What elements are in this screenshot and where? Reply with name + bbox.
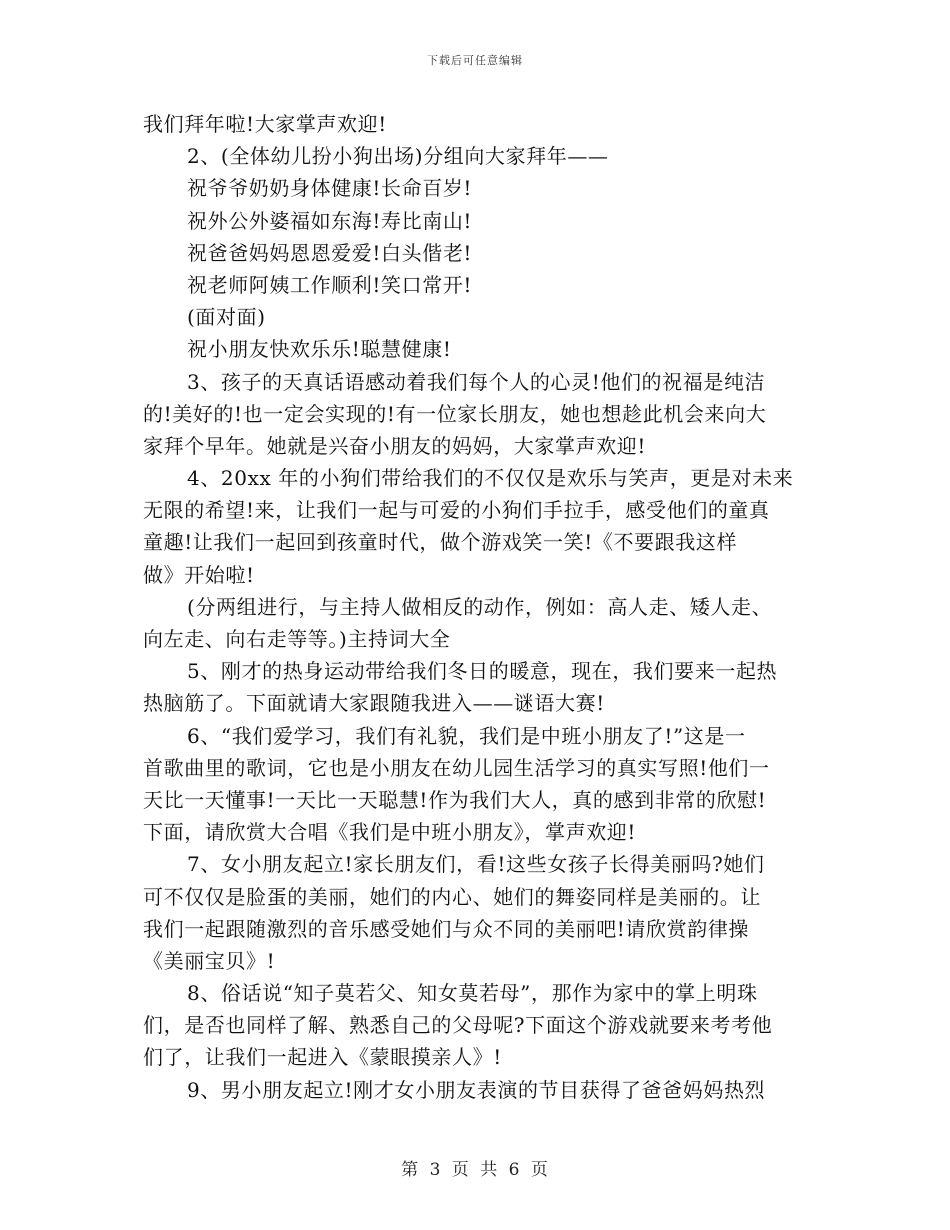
text-line: 首歌曲里的歌词，它也是小朋友在幼儿园生活学习的真实写照!他们一 (143, 755, 770, 780)
text-line: 祝老师阿姨工作顺利!笑口常开! (187, 272, 473, 297)
text-line: 我们一起跟随激烈的音乐感受她们与众不同的美丽吧!请欣赏韵律操 (143, 916, 750, 941)
page-header: 下载后可任意编辑 (427, 54, 523, 67)
text-line: 童趣!让我们一起回到孩童时代，做个游戏笑一笑!《不要跟我这样 (143, 530, 738, 555)
text-line: 们了，让我们一起进入《蒙眼摸亲人》! (143, 1045, 502, 1070)
text-line: 天比一天懂事!一天比一天聪慧!作为我们大人，真的感到非常的欣慰! (143, 787, 767, 812)
text-line: 祝爸爸妈妈恩恩爱爱!白头偕老! (187, 240, 473, 265)
text-line: 7、女小朋友起立!家长朋友们，看!这些女孩子长得美丽吗?她们 (187, 852, 765, 877)
text-line: 我们拜年啦!大家掌声欢迎! (143, 112, 387, 136)
text-line: 2、(全体幼儿扮小狗出场)分组向大家拜年—— (187, 144, 609, 169)
text-line: 可不仅仅是脸蛋的美丽，她们的内心、她们的舞姿同样是美丽的。让 (143, 884, 761, 909)
text-line: 3、孩子的天真话语感动着我们每个人的心灵!他们的祝福是纯洁 (187, 369, 766, 394)
text-line: 无限的希望!来，让我们一起与可爱的小狗们手拉手，感受他们的童真 (143, 498, 770, 523)
text-line: 4、20xx 年的小狗们带给我们的不仅仅是欢乐与笑声，更是对未来 (187, 466, 794, 491)
text-line: 向左走、向右走等等。)主持词大全 (143, 627, 451, 651)
text-line: (分两组进行，与主持人做相反的动作，例如：高人走、矮人走、 (187, 594, 773, 619)
text-line: 热脑筋了。下面就请大家跟随我进入——谜语大赛! (143, 691, 605, 716)
text-line: 的!美好的!也一定会实现的!有一位家长朋友，她也想趁此机会来向大 (143, 401, 767, 426)
text-line: 们，是否也同样了解、熟悉自己的父母呢?下面这个游戏就要来考考他 (143, 1013, 773, 1038)
page-footer: 第 3 页 共 6 页 (401, 1160, 549, 1180)
text-line: 8、俗话说“知子莫若父、知女莫若母”，那作为家中的掌上明珠 (187, 981, 758, 1006)
text-line: (面对面) (187, 305, 266, 330)
text-line: 下面，请欣赏大合唱《我们是中班小朋友》，掌声欢迎! (143, 820, 637, 845)
text-line: 做》开始啦! (143, 562, 255, 587)
text-line: 祝小朋友快欢乐乐!聪慧健康! (187, 337, 452, 362)
text-line: 5、刚才的热身运动带给我们冬日的暖意，现在，我们要来一起热 (187, 659, 778, 684)
text-line: 《美丽宝贝》! (143, 948, 276, 973)
text-line: 9、男小朋友起立!刚才女小朋友表演的节目获得了爸爸妈妈热烈 (187, 1077, 766, 1102)
text-line: 家拜个早年。她就是兴奋小朋友的妈妈，大家掌声欢迎! (143, 433, 647, 458)
text-line: 6、“我们爱学习，我们有礼貌，我们是中班小朋友了!”这是一 (187, 723, 746, 748)
text-line: 祝爷爷奶奶身体健康!长命百岁! (187, 176, 473, 201)
document-body (143, 108, 823, 1106)
text-line: 祝外公外婆福如东海!寿比南山! (187, 208, 473, 233)
